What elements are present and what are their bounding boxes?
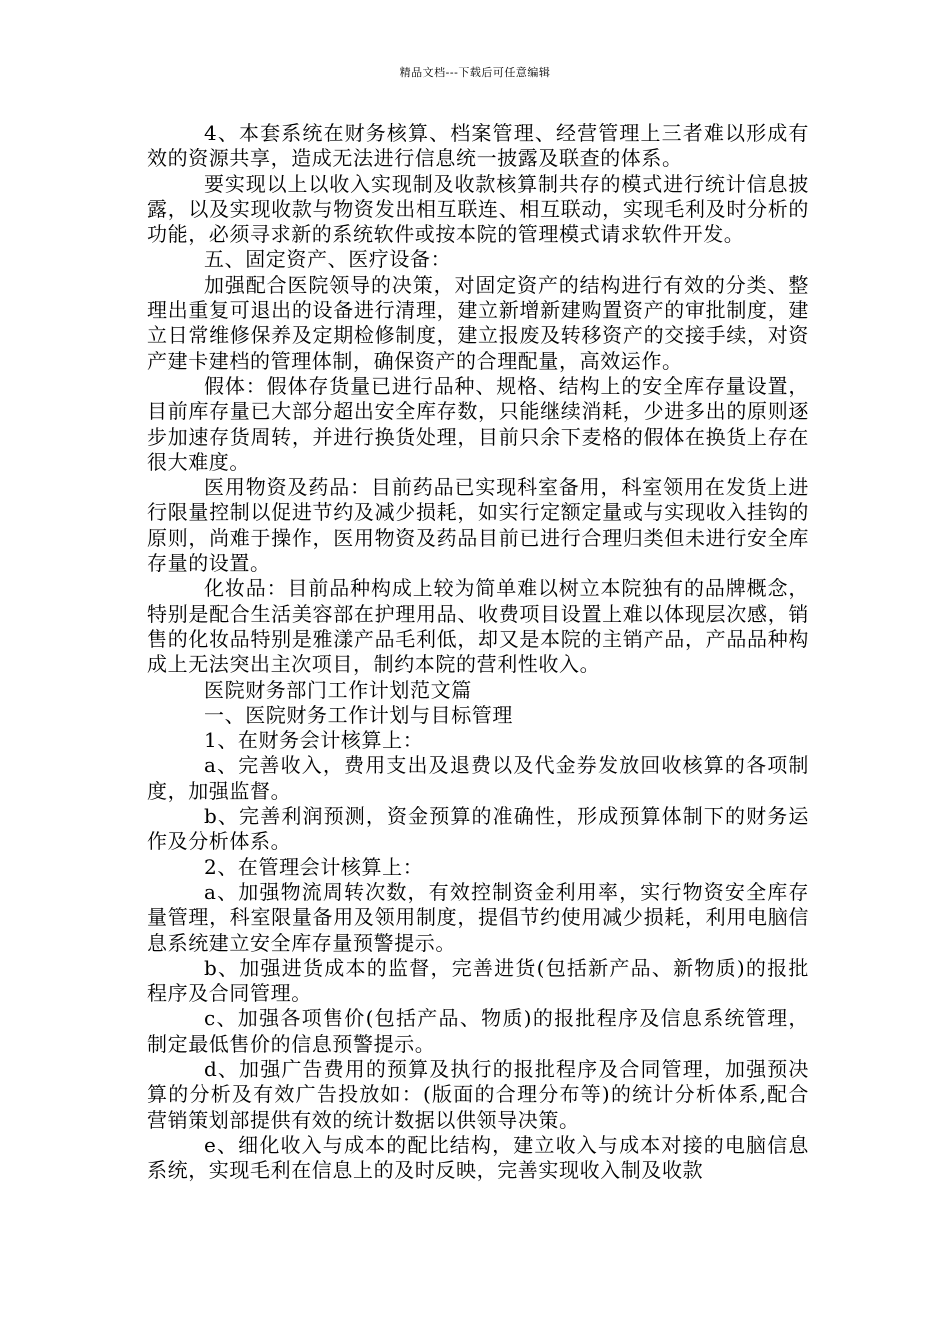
section-heading: 五、固定资产、医疗设备：	[204, 247, 452, 272]
list-item: a、加强物流周转次数，有效控制资金利用率，实行物资安全库存量管理，科室限量备用及领用制度，提倡节约使用减少损耗，利用电脑信息系统建立安全库存量预警提示。	[147, 879, 809, 955]
subsection-heading: 2、在管理会计核算上：	[204, 854, 424, 879]
paragraph: 4、本套系统在财务核算、档案管理、经营管理上三者难以形成有效的资源共享，造成无法进行信息统一披露及联查的体系。	[147, 121, 809, 171]
subsection-heading: 1、在财务会计核算上：	[204, 728, 424, 753]
article-title: 医院财务部门工作计划范文篇	[204, 677, 472, 702]
list-item: b、完善利润预测，资金预算的准确性，形成预算体制下的财务运作及分析体系。	[147, 804, 809, 854]
list-item: b、加强进货成本的监督，完善进货(包括新产品、新物质)的报批程序及合同管理。	[147, 955, 809, 1006]
page-header: 精品文档---下载后可任意编辑	[399, 66, 551, 79]
paragraph: 化妆品：目前品种构成上较为简单难以树立本院独有的品牌概念，特别是配合生活美容部在护理用品、收费项目设置上难以体现层次感，销售的化妆品特别是雅漾产品毛利低，却又是本院的主销产品，产品品种构成上无法突出主次项目，制约本院的营利性收入。	[147, 576, 809, 677]
list-item: a、完善收入，费用支出及退费以及代金券发放回收核算的各项制度，加强监督。	[147, 753, 809, 803]
list-item: c、加强各项售价(包括产品、物质)的报批程序及信息系统管理，制定最低售价的信息预警提示。	[147, 1006, 809, 1056]
list-item: e、细化收入与成本的配比结构，建立收入与成本对接的电脑信息系统，实现毛利在信息上的及时反映，完善实现收入制及收款	[147, 1132, 809, 1183]
document-body	[147, 121, 809, 1183]
list-item: d、加强广告费用的预算及执行的报批程序及合同管理，加强预决算的分析及有效广告投放如：(版面的合理分布等)的统计分析体系,配合营销策划部提供有效的统计数据以供领导决策。	[147, 1056, 809, 1132]
paragraph: 假体：假体存货量已进行品种、规格、结构上的安全库存量设置，目前库存量已大部分超出安全库存数，只能继续消耗，少进多出的原则逐步加速存货周转，并进行换货处理，目前只余下麦格的假体在换货上存在很大难度。	[147, 373, 809, 474]
paragraph: 要实现以上以收入实现制及收款核算制共存的模式进行统计信息披露，以及实现收款与物资发出相互联连、相互联动，实现毛利及时分析的功能，必须寻求新的系统软件或按本院的管理模式请求软件开发。	[147, 171, 809, 247]
paragraph: 加强配合医院领导的决策，对固定资产的结构进行有效的分类、整理出重复可退出的设备进行清理，建立新增新建购置资产的审批制度，建立日常维修保养及定期检修制度，建立报废及转移资产的交接手续，对资产建卡建档的管理体制，确保资产的合理配量，高效运作。	[147, 272, 809, 373]
section-heading: 一、医院财务工作计划与目标管理	[204, 702, 513, 727]
paragraph: 医用物资及药品：目前药品已实现科室备用，科室领用在发货上进行限量控制以促进节约及减少损耗，如实行定额定量或与实现收入挂钩的原则，尚难于操作，医用物资及药品目前已进行合理归类但未进行安全库存量的设置。	[147, 475, 809, 576]
